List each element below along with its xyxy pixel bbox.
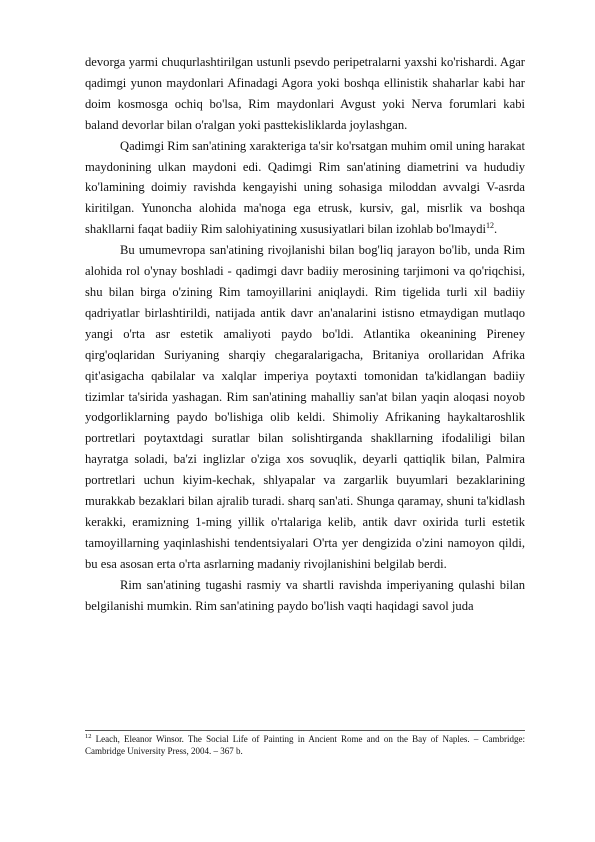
paragraph-2 [85, 136, 525, 241]
paragraph-1-text: devorga yarmi chuqurlashtirilgan ustunli psevdo peripetralarni yaxshi ko'rishardi. Agar qadimgi yunon maydonlari Afinadagi Agora yoki boshqa ellinistik shaharlar kabi har doim kosmosga ochiq bo'lsa, Rim maydonlari Avgust yoki Nerva forumlari kabi baland devorlar bilan o'ralgan yoki pasttekisliklarda joylashgan. [85, 55, 525, 132]
paragraph-2-text: Qadimgi Rim san'atining xarakteriga ta'sir ko'rsatgan muhim omil uning harakat maydonining ulkan maydoni edi. Qadimgi Rim san'atining diametrini va hududiy ko'lamining doimiy ravishda kengayishi uning sohasiga miloddan avvalgi V-asrda kiritilgan. Yunoncha alohida ma'noga ega etrusk, kursiv, gal, misrlik va boshqa shakllarni faqat badiiy Rim salohiyatining xususiyatlari bilan izohlab bo'lmaydi [85, 138, 525, 237]
paragraph-3-text: Bu umumevropa san'atining rivojlanishi bilan bog'liq jarayon bo'lib, unda Rim alohida rol o'ynay boshladi - qadimgi davr badiiy merosining tarjimoni va qo'riqchisi, shu bilan birga o'zining Rim tamoyillarini aniqlaydi. Rim tigelida turli xil badiiy qadriyatlar birlashtirildi, natijada antik davr an'analarini istisno etmaydigan mutlaqo yangi o'rta asr estetik amaliyoti paydo bo'ldi. Atlantika okeanining Pireney qirg'oqlaridan Suriyaning sharqiy chegaralarigacha, Britaniya orollaridan Afrika qit'asigacha qabilalar va xalqlar imperiya poytaxti tomonidan ta'kidlangan badiiy tizimlar ta'sirida yashagan. Rim san'atining mahalliy san'at bilan yaqin aloqasi noyob yodgorliklarning paydo bo'lishiga olib keldi. Shimoliy Afrikaning haykaltaroshlik portretlari poytaxtdagi suratlar bilan solishtirganda shakllarning ifodaliligi bilan hayratga soladi, ba'zi inglizlar o'ziga xos sovuqlik, deyarli qattiqlik bilan, Palmira portretlari uchun kiyim-kechak, shlyapalar va zargarlik buyumlari bezaklarining murakkab bezaklari bilan ajralib turadi. sharq san'ati. Shunga qaramay, shuni ta'kidlash kerakki, eramizning 1-ming yillik o'rtalariga kelib, antik davr oxirida turli estetik tamoyillarning yaqinlashishi tendentsiyalari O'rta yer dengizida o'zini namoyon qildi, bu esa asosan erta o'rta asrlarning madaniy rivojlanishini belgilab berdi. [85, 243, 525, 571]
footnote-text: Leach, Eleanor Winsor. The Social Life of Painting in Ancient Rome and on the Bay of Naples. – Cambridge: Cambridge University Press, 2004. – 367 b. [85, 734, 525, 756]
paragraph-4-text: Rim san'atining tugashi rasmiy va shartli ravishda imperiyaning qulashi bilan belgilanishi mumkin. Rim san'atining paydo bo'lish vaqti haqidagi savol juda [85, 577, 525, 613]
body-text [85, 52, 525, 616]
footnote-divider [85, 730, 525, 731]
paragraph-1 [85, 52, 525, 136]
paragraph-2-end: . [494, 222, 498, 237]
footnote [85, 734, 525, 757]
footnote-reference[interactable]: 12 [486, 221, 494, 231]
footnote-number: 12 [85, 733, 92, 740]
paragraph-4 [85, 575, 525, 617]
paragraph-3 [85, 240, 525, 575]
